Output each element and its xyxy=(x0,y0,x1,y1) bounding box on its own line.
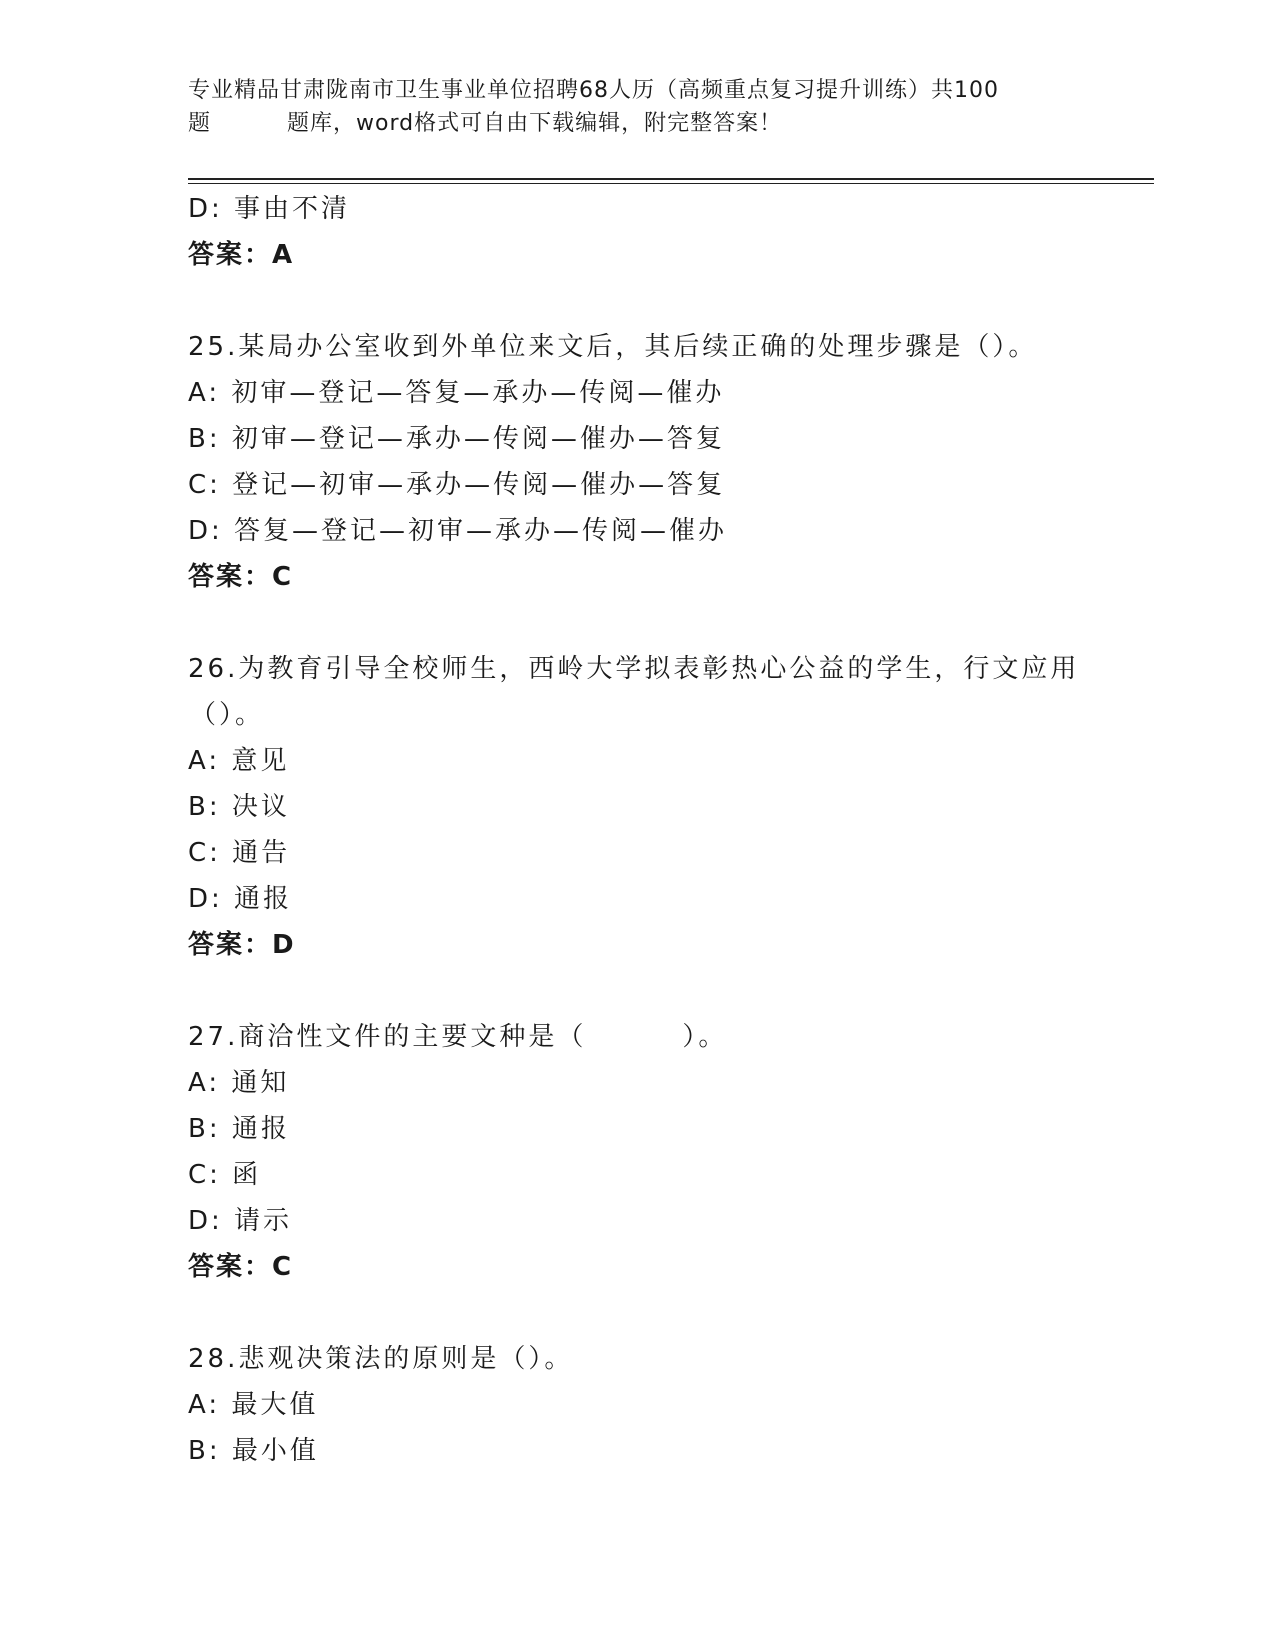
q27-option-d: D: 请示 xyxy=(188,1206,293,1236)
q27-stem xyxy=(188,1014,1088,1060)
q25-option-d: D: 答复—登记—初审—承办—传阅—催办 xyxy=(188,516,728,546)
page-header xyxy=(188,74,1068,140)
q26-option-b: B: 决议 xyxy=(188,792,290,822)
q28-option-a: A: 最大值 xyxy=(188,1390,319,1420)
q25-option-a: A: 初审—登记—答复—承办—传阅—催办 xyxy=(188,378,725,408)
prev-option-d: D: 事由不清 xyxy=(188,194,351,224)
q28-stem: 28.悲观决策法的原则是（）。 xyxy=(188,1344,574,1374)
header-rule-thin xyxy=(188,183,1154,184)
q27-stem-start: 27.商洽性文件的主要文种是（ xyxy=(188,1022,587,1052)
q26-option-d: D: 通报 xyxy=(188,884,293,914)
q25-answer: 答案：C xyxy=(188,562,294,592)
q27-answer: 答案：C xyxy=(188,1252,294,1282)
q25-option-b: B: 初审—登记—承办—传阅—催办—答复 xyxy=(188,424,725,454)
q26-stem-continued: （）。 xyxy=(190,700,265,730)
header-title-line1: 专业精品甘肃陇南市卫生事业单位招聘68人历（高频重点复习提升训练）共100 xyxy=(188,78,999,103)
q27-option-b: B: 通报 xyxy=(188,1114,290,1144)
q26-answer: 答案：D xyxy=(188,930,296,960)
q27-option-a: A: 通知 xyxy=(188,1068,290,1098)
header-line2-prefix: 题 xyxy=(188,111,212,136)
header-rule-thick xyxy=(188,178,1154,180)
q27-option-c: C: 函 xyxy=(188,1160,262,1190)
header-title-line2 xyxy=(188,107,1068,140)
q26-option-c: C: 通告 xyxy=(188,838,291,868)
q25-option-c: C: 登记—初审—承办—传阅—催办—答复 xyxy=(188,470,726,500)
prev-answer: 答案：A xyxy=(188,240,295,270)
q25-stem: 25.某局办公室收到外单位来文后，其后续正确的处理步骤是（）。 xyxy=(188,332,1038,362)
header-line2-text: 题库，word格式可自由下载编辑，附完整答案！ xyxy=(287,111,783,136)
q27-stem-end: ）。 xyxy=(682,1022,728,1052)
question-list xyxy=(188,186,1088,1474)
q26-option-a: A: 意见 xyxy=(188,746,290,776)
q26-stem: 26.为教育引导全校师生，西岭大学拟表彰热心公益的学生，行文应用 xyxy=(188,654,1080,684)
q28-option-b: B: 最小值 xyxy=(188,1436,319,1466)
